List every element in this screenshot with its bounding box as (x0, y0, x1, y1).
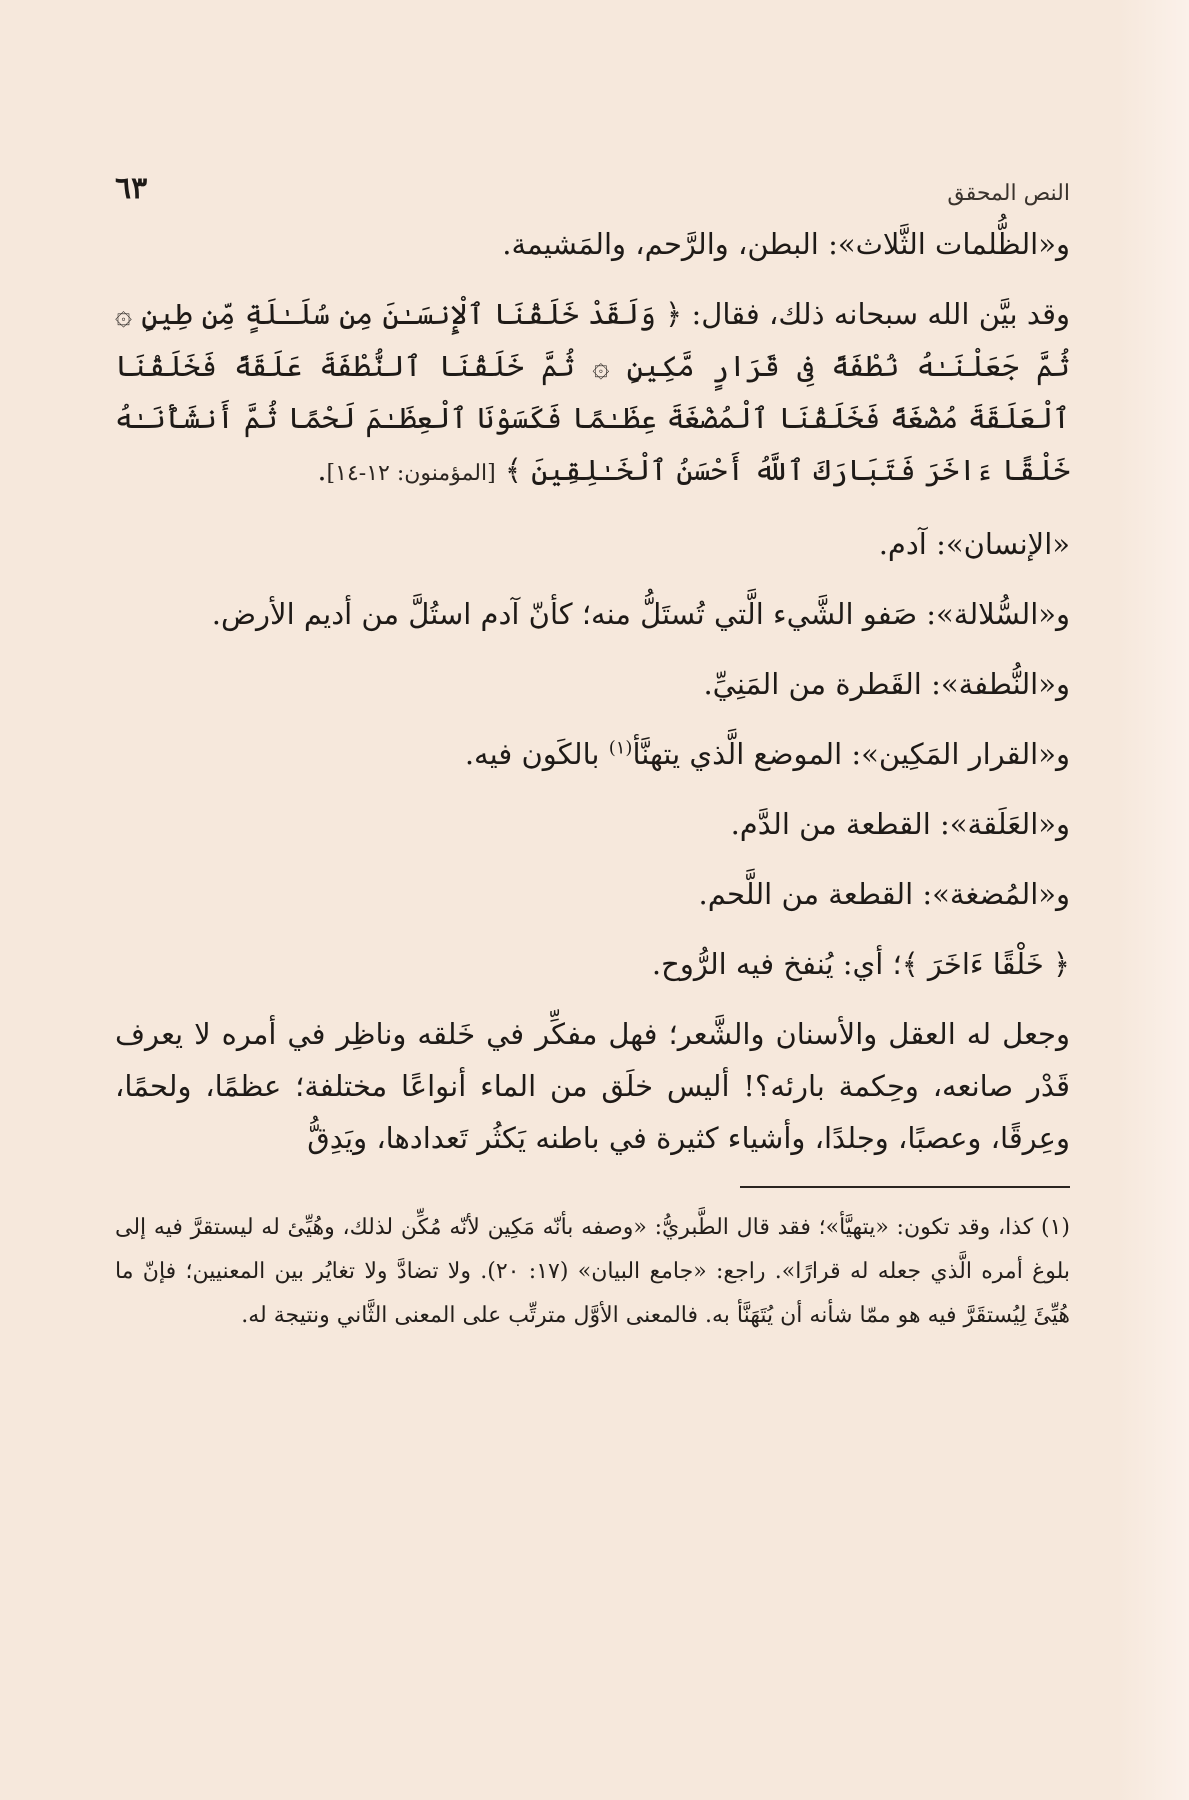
page-text-column (115, 150, 1070, 1338)
paragraph-insan: «الإنسان»: آدم. (878, 527, 1070, 561)
paragraph-sulala: و«السُّلالة»: صَفو الشَّيء الَّتي تُستَلُّ منه؛ كأنّ آدم استُلَّ من أديم الأرض. (211, 597, 1070, 631)
footnote-separator (740, 1186, 1070, 1188)
footnote-marker: (١) (608, 737, 633, 759)
paragraph-alaqa: و«العَلَقة»: القطعة من الدَّم. (730, 807, 1070, 841)
paragraph-darknesses: و«الظُّلمات الثَّلاث»: البطن، والرَّحم، والمَشيمة. (502, 227, 1070, 261)
page-header (115, 150, 1070, 206)
page-number: ٦٣ (115, 171, 148, 206)
paragraph-qarar (115, 728, 1070, 780)
quran-intro: وقد بيَّن الله سبحانه ذلك، فقال: (691, 297, 1070, 331)
footnote-1: (١) كذا، وقد تكون: «يتهيَّأ»؛ فقد قال الطَّبريُّ: «وصفه بأنّه مَكِين لأنّه مُكِّن لذلك، وهُيِّئ له ليستقرَّ فيه إلى بلوغ أمره الَّذي جعله له قرارًا». راجع: «جامع البيان» (١٧: ٢٠). ولا تضادَّ ولا تغايُر بين المعنيين؛ فإنّ ما هُيِّئَ لِيُستقَرَّ فيه هو ممّا شأنه أن يُتَهَنَّأ به. فالمعنى الأوَّل مترتِّب على المعنى الثَّاني ونتيجة له. (115, 1215, 1071, 1328)
khalq-akhar-explanation: ؛ أي: يُنفخ فيه الرُّوح. (651, 947, 902, 981)
paragraph-khalq-akhar (115, 938, 1070, 990)
paragraph-reflection: وجعل له العقل والأسنان والشَّعر؛ فهل مفكِّر في خَلقه وناظِر في أمره لا يعرف قَدْر صانعه، وحِكمة بارئه؟! أليس خلَق من الماء أنواعًا مختلفة؛ عظمًا، ولحمًا، وعِرقًا، وعصبًا، وجلدًا، وأشياء كثيرة في باطنه يَكثُر تَعدادها، ويَدِقُّ (115, 1017, 1070, 1155)
paragraph-quran-citation: وقد بيَّن الله سبحانه ذلك، فقال: ﴿ وَلَقَدْ خَلَقْنَا ٱلْإِنسَـٰنَ مِن سُلَـٰلَةٍ مِّن طِينٍ ۞ ثُمَّ جَعَلْنَـٰهُ نُطْفَةً فِى قَرَارٍ مَّكِينٍ ۞ ثُمَّ خَلَقْنَا ٱلنُّطْفَةَ عَلَقَةً فَخَلَقْنَا ٱلْعَلَقَةَ مُضْغَةً فَخَلَقْنَا ٱلْمُضْغَةَ عِظَـٰمًا فَكَسَوْنَا ٱلْعِظَـٰمَ لَحْمًا ثُمَّ أَنشَأْنَـٰهُ خَلْقًا ءَاخَرَ فَتَبَارَكَ ٱللَّهُ أَحْسَنُ ٱلْخَـٰلِقِينَ ﴾ [المؤمنون: ١٢-١٤]. (115, 297, 1070, 487)
qarar-text-a: و«القرار المَكِين»: الموضع الَّذي يتهنَّأ (632, 737, 1070, 771)
paragraph-mudgha: و«المُضغة»: القطعة من اللَّحم. (698, 877, 1070, 911)
qarar-text-b: بالكَون فيه. (464, 737, 609, 771)
footnotes (115, 1206, 1070, 1338)
quran-khalq-akhar: ﴿ خَلْقًا ءَاخَرَ ﴾ (901, 947, 1070, 981)
quran-verse: ﴿ وَلَقَدْ خَلَقْنَا ٱلْإِنسَـٰنَ مِن سُلَـٰلَةٍ مِّن طِينٍ ۞ ثُمَّ جَعَلْنَـٰهُ نُطْفَةً فِى قَرَارٍ مَّكِينٍ ۞ ثُمَّ خَلَقْنَا ٱلنُّطْفَةَ عَلَقَةً فَخَلَقْنَا ٱلْعَلَقَةَ مُضْغَةً فَخَلَقْنَا ٱلْمُضْغَةَ عِظَـٰمًا فَكَسَوْنَا ٱلْعِظَـٰمَ لَحْمًا ثُمَّ أَنشَأْنَـٰهُ خَلْقًا ءَاخَرَ فَتَبَارَكَ ٱللَّهُ أَحْسَنُ ٱلْخَـٰلِقِينَ ﴾ (115, 297, 1070, 487)
quran-reference: [المؤمنون: ١٢-١٤] (326, 461, 496, 486)
page-edge-shade (1119, 0, 1189, 1800)
running-title: النص المحقق (947, 181, 1070, 206)
main-text (115, 218, 1070, 1164)
paragraph-nutfa: و«النُّطفة»: القَطرة من المَنِيِّ. (703, 667, 1070, 701)
